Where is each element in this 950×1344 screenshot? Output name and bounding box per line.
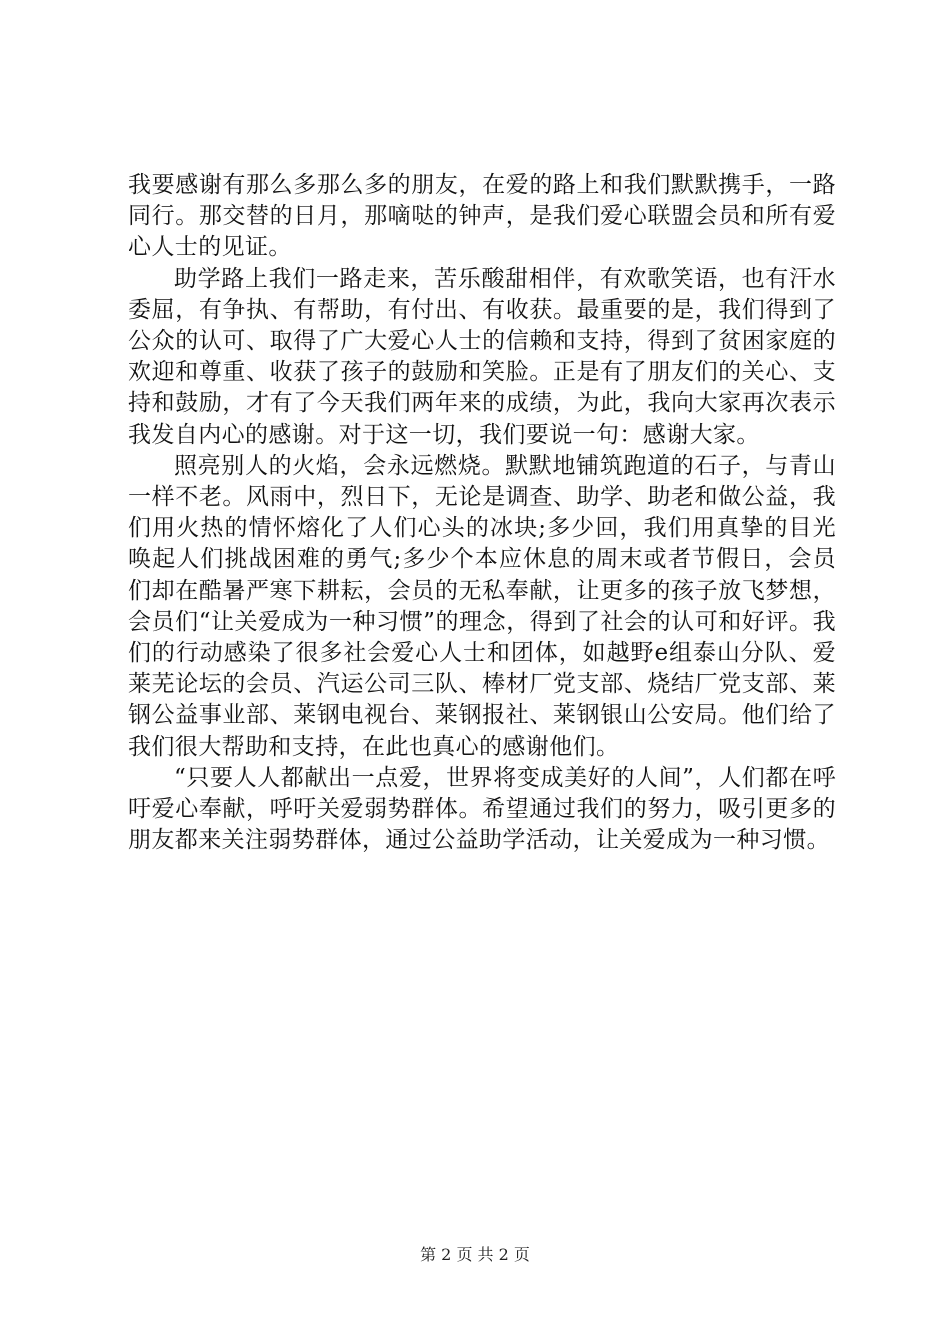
paragraph-2: 助学路上我们一路走来，苦乐酸甜相伴，有欢歌笑语，也有汗水委屈，有争执、有帮助，有付出、有收获。最重要的是，我们得到了公众的认可、取得了广大爱心人士的信赖和支持，得到了贫困家庭的欢迎和尊重、收获了孩子的鼓励和笑脸。正是有了朋友们的关心、支持和鼓励，才有了今天我们两年来的成绩，为此，我向大家再次表示我发自内心的感谢。对于这一切，我们要说一句：感谢大家。 bbox=[128, 265, 836, 448]
paragraph-1: 我要感谢有那么多那么多的朋友，在爱的路上和我们默默携手，一路同行。那交替的日月，那嘀哒的钟声，是我们爱心联盟会员和所有爱心人士的见证。 bbox=[128, 172, 836, 261]
paragraph-4: “只要人人都献出一点爱，世界将变成美好的人间”，人们都在呼吁爱心奉献，呼吁关爱弱势群体。希望通过我们的努力，吸引更多的朋友都来关注弱势群体，通过公益助学活动，让关爱成为一种习惯。 bbox=[128, 764, 836, 854]
paragraph-3: 照亮别人的火焰，会永远燃烧。默默地铺筑跑道的石子，与青山一样不老。风雨中，烈日下，无论是调查、助学、助老和做公益，我们用火热的情怀熔化了人们心头的冰块;多少回，我们用真挚的目光唤起人们挑战困难的勇气;多少个本应休息的周末或者节假日，会员们却在酷暑严寒下耕耘，会员的无私奉献，让更多的孩子放飞梦想，会员们“让关爱成为一种习惯”的理念，得到了社会的认可和好评。我们的行动感染了很多社会爱心人士和团体，如越野e组泰山分队、爱莱芜论坛的会员、汽运公司三队、棒材厂党支部、烧结厂党支部、莱钢公益事业部、莱钢电视台、莱钢报社、莱钢银山公安局。他们给了我们很大帮助和支持，在此也真心的感谢他们。 bbox=[128, 452, 836, 760]
page-footer: 第 2 页 共 2 页 bbox=[420, 1245, 530, 1264]
document-body bbox=[128, 170, 836, 856]
